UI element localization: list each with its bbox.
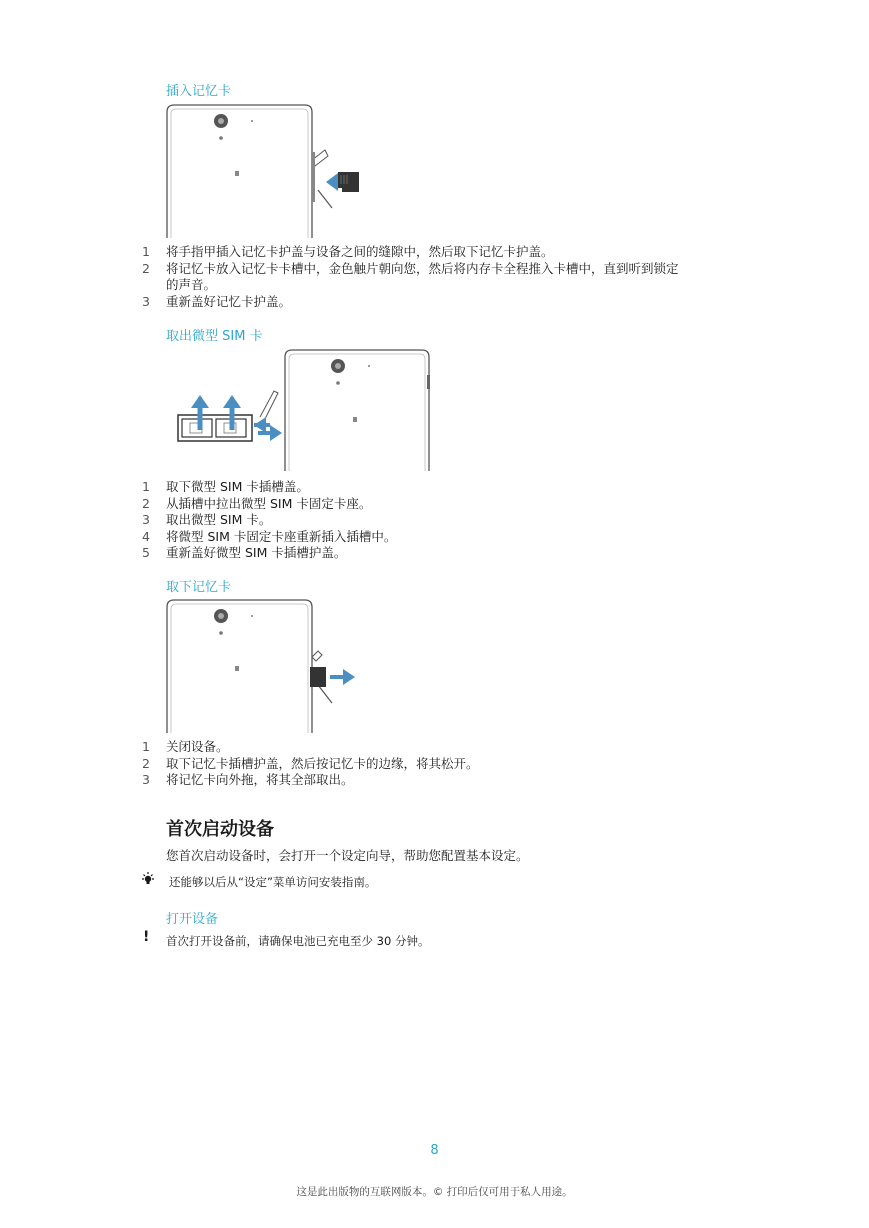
page-title: 首次启动设备 [166, 819, 274, 840]
section-heading-turn-on: 打开设备 [166, 912, 219, 927]
list-item: 3 重新盖好记忆卡护盖。 [142, 293, 292, 309]
list-item: 4 将微型 SIM 卡固定卡座重新插入插槽中。 [142, 528, 397, 544]
section-heading-remove-sim: 取出微型 SIM 卡 [166, 329, 263, 344]
section-heading-remove-card: 取下记忆卡 [166, 580, 232, 595]
list-item: 3 将记忆卡向外拖，将其全部取出。 [142, 772, 354, 787]
list-item: 1 取下微型 SIM 卡插槽盖。 [142, 479, 309, 494]
tip-text: 还能够以后从“设定”菜单访问安装指南。 [169, 875, 377, 889]
section-heading-insert-card: 插入记忆卡 [166, 84, 232, 99]
list-item: 3 取出微型 SIM 卡。 [142, 512, 272, 527]
footer-notice: 这是此出版物的互联网版本。© 打印后仅可用于私人用途。 [296, 1186, 573, 1198]
intro-paragraph: 您首次启动设备时，会打开一个设定向导，帮助您配置基本设定。 [166, 848, 529, 863]
list-item: 2 从插槽中拉出微型 SIM 卡固定卡座。 [142, 495, 372, 511]
remove-sim-illustration [170, 345, 440, 475]
list-item: 5 重新盖好微型 SIM 卡插槽护盖。 [142, 545, 347, 560]
list-item: 1 关闭设备。 [142, 739, 229, 754]
remove-card-steps [0, 739, 686, 789]
lightbulb-icon [140, 871, 156, 887]
remove-sim-steps [0, 479, 686, 562]
list-item: 2 将记忆卡放入记忆卡卡槽中，金色触片朝向您，然后将内存卡全程推入卡槽中，直到听到锁定的声音。 [142, 260, 679, 292]
exclamation-icon: ! [143, 929, 150, 945]
insert-card-illustration [160, 100, 380, 240]
insert-card-steps [0, 244, 686, 310]
list-item: 2 取下记忆卡插槽护盖，然后按记忆卡的边缘，将其松开。 [142, 755, 479, 771]
remove-card-illustration [160, 595, 380, 735]
list-item: 1 将手指甲插入记忆卡护盖与设备之间的缝隙中，然后取下记忆卡护盖。 [142, 244, 554, 259]
page-number: 8 [430, 1143, 439, 1158]
note-text: 首次打开设备前，请确保电池已充电至少 30 分钟。 [166, 934, 430, 948]
